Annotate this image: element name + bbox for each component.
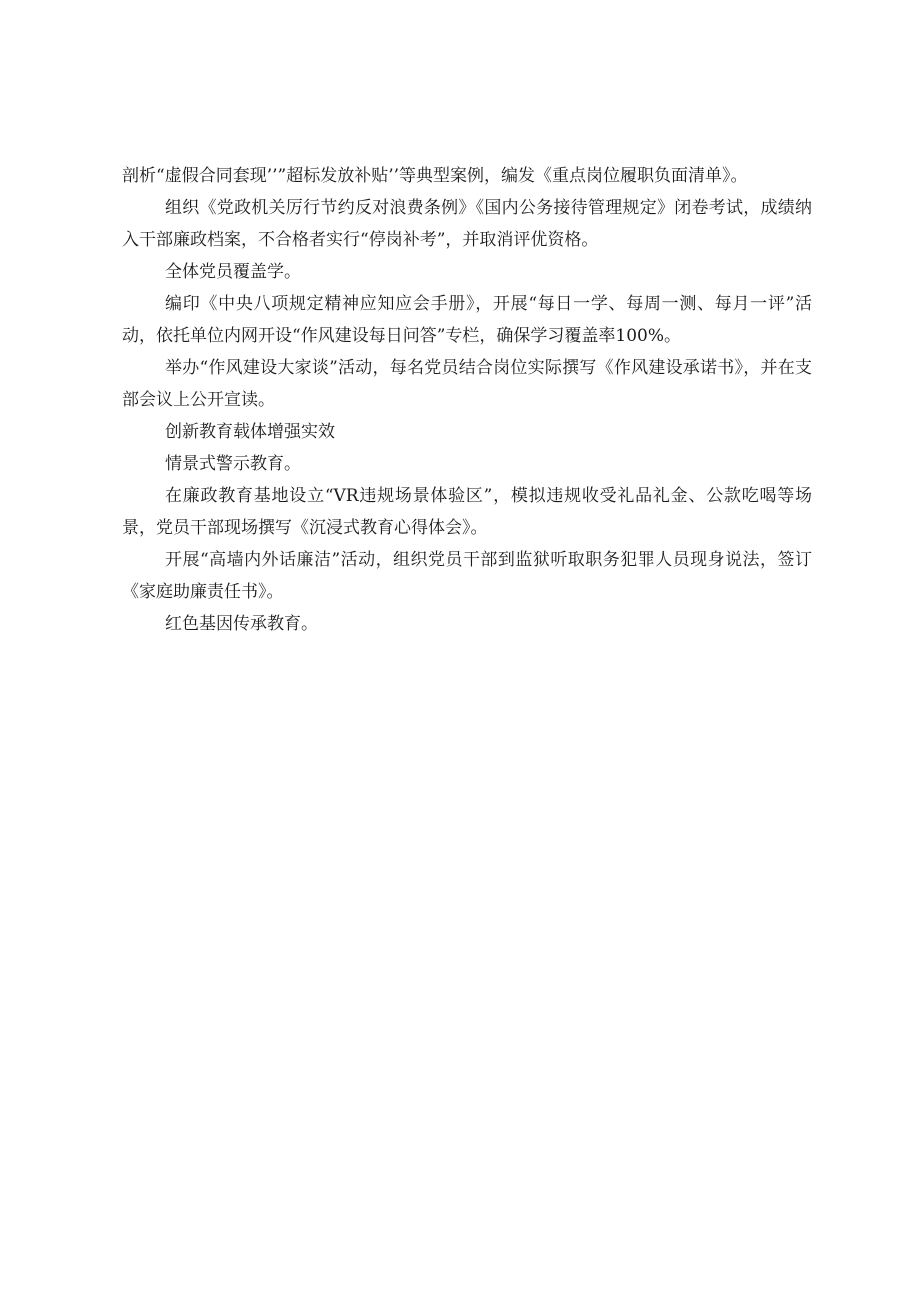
paragraph-prison-visit: 开展“高墙内外话廉洁”活动，组织党员干部到监狱听取职务犯罪人员现身说法，签订《家庭助廉责任书》。 <box>122 550 812 602</box>
paragraph-full-coverage: 全体党员覆盖学。 <box>165 262 301 282</box>
paragraph-closed-book-exam: 组织《党政机关厉行节约反对浪费条例》《国内公务接待管理规定》闭卷考试，成绩纳入干部廉政档案，不合格者实行“停岗补考”，并取消评优资格。 <box>122 198 812 250</box>
paragraph-case-analysis: 剖析“虚假合同套现’’”超标发放补贴’’等典型案例，编发《重点岗位履职负面清单》。 <box>122 166 748 186</box>
paragraph-discussion: 举办“作风建设大家谈”活动，每名党员结合岗位实际撰写《作风建设承诺书》，并在支部会议上公开宣读。 <box>122 358 812 410</box>
section-heading-innovation: 创新教育载体增强实效 <box>165 422 335 442</box>
paragraph-vr-experience: 在廉政教育基地设立“VR违规场景体验区”，模拟违规收受礼品礼金、公款吃喝等场景，党员干部现场撰写《沉浸式教育心得体会》。 <box>122 486 812 538</box>
subheading-warning-education: 情景式警示教育。 <box>165 454 301 474</box>
paragraph-handbook: 编印《中央八项规定精神应知应会手册》，开展“每日一学、每周一测、每月一评”活动，依托单位内网开设“作风建设每日问答”专栏，确保学习覆盖率100%。 <box>122 294 812 346</box>
document-body <box>122 160 812 640</box>
subheading-red-gene: 红色基因传承教育。 <box>165 614 318 634</box>
